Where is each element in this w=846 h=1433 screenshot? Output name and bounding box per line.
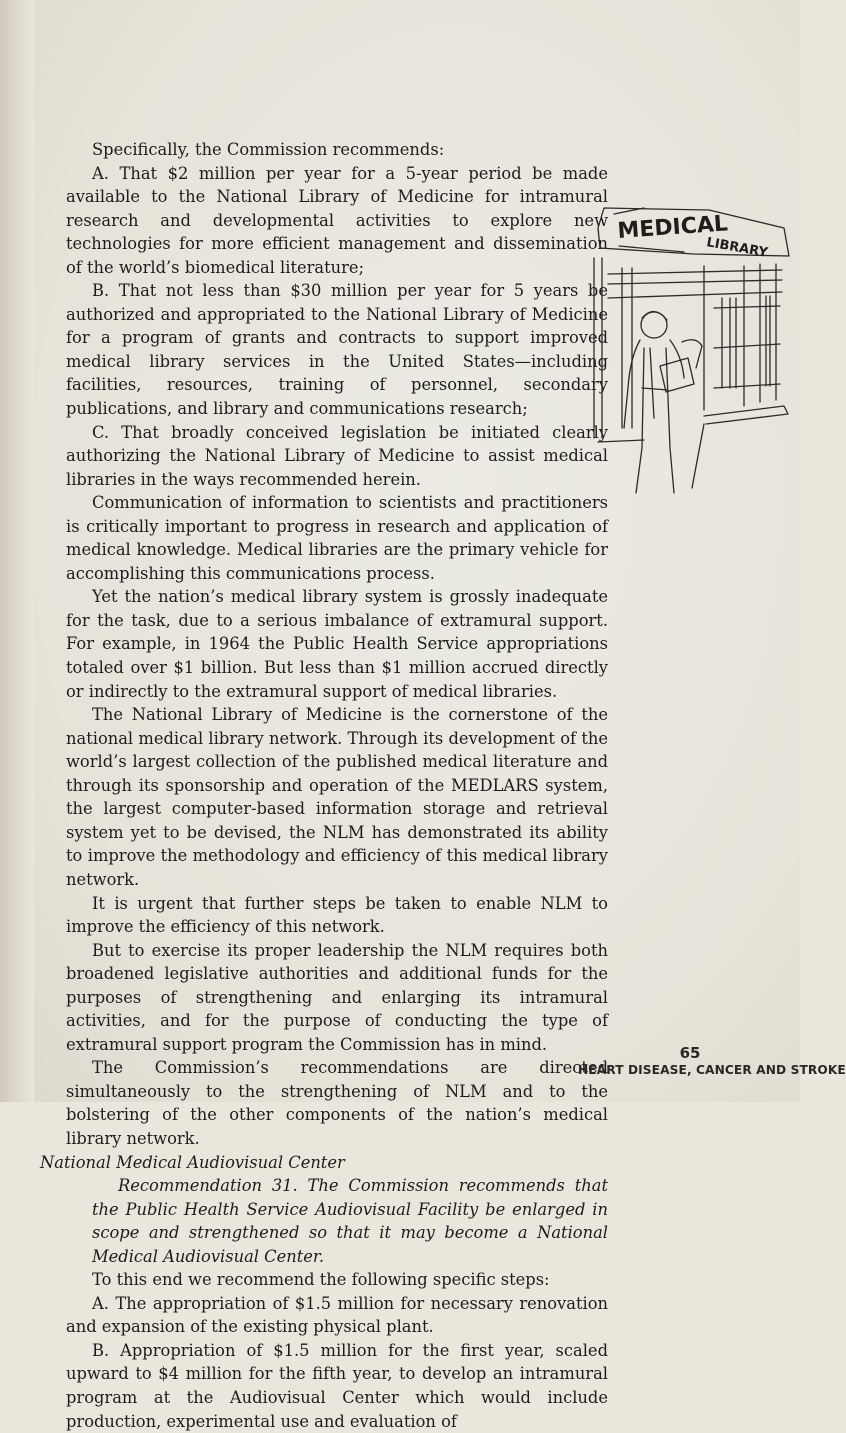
reading-table bbox=[598, 406, 788, 442]
paragraph-specific-steps: To this end we recommend the following specific steps: bbox=[92, 1270, 550, 1290]
section-heading: National Medical Audiovisual Center bbox=[40, 1152, 345, 1172]
paragraph-lead: Specifically, the Commission recommends: bbox=[92, 140, 445, 159]
paragraph-step-b: B. Appropriation of $1.5 million for the first year, scaled upward to $4 million for the fifth year, to develop an intramural program at the Audiovisual Center which would include production, experimental use and evaluation of bbox=[66, 1340, 608, 1431]
paragraph-commission: The Commission’s recommendations are directed simultaneously to the strengthening of NLM and to the bolstering of the other components of the nation’s medical library network. bbox=[66, 1058, 608, 1148]
table-leg bbox=[692, 424, 704, 488]
page-binding-edge bbox=[0, 0, 34, 1102]
library-sketch-svg bbox=[584, 188, 794, 508]
library-illustration bbox=[584, 188, 794, 508]
sign-text-library: LIBRARY bbox=[705, 235, 769, 261]
paragraph-recommendation-a: A. That $2 million per year for a 5-year period be made available to the National Library of Medicine for intramural research and developmental activities to explore new technologies for more efficient management and dissemination of the world’s biomedical literature; bbox=[66, 163, 608, 277]
figure-coat bbox=[636, 348, 674, 493]
figure-arm bbox=[682, 340, 702, 368]
sign-text-medical: MEDICAL bbox=[616, 211, 729, 244]
paragraph-inadequate: Yet the nation’s medical library system is grossly inadequate for the task, due to a serious imbalance of extramural support. For example, in 1964 the Public Health Service appropriations totaled over $1 billion. But less than $1 million accrued directly or indirectly to the extramural support of medical libraries. bbox=[66, 587, 608, 701]
shelf-post-left bbox=[594, 258, 602, 438]
paragraph-nlm-cornerstone: The National Library of Medicine is the cornerstone of the national medical library network. Through its development of the world’s largest collection of the published medical literature and through its sponsorship and operation of the MEDLARS system, the largest computer-based information storage and retrieval system yet to be devised, the NLM has demonstrated its ability to improve the methodology and efficiency of this medical library network. bbox=[66, 705, 608, 889]
paragraph-communication: Communication of information to scientists and practitioners is critically important to progress in research and application of medical knowledge. Medical libraries are the primary vehicle for accomplishing this communications process. bbox=[66, 493, 608, 583]
paragraph-recommendation-c: C. That broadly conceived legislation be initiated clearly authorizing the National Library of Medicine to assist medical libraries in the ways recommended herein. bbox=[66, 422, 608, 489]
book-spines bbox=[722, 296, 770, 388]
shelf-lines-upper bbox=[608, 270, 782, 298]
paragraph-step-a: A. The appropriation of $1.5 million for necessary renovation and expansion of the existing physical plant. bbox=[66, 1293, 608, 1337]
body-text bbox=[40, 138, 608, 1433]
paragraph-recommendation-b: B. That not less than $30 million per year for 5 years be authorized and appropriated to the National Library of Medicine for a program of grants and contracts to support improved medical library services in the United States—including facilities, resources, training of personnel, secondary publications, and library and communications research; bbox=[66, 281, 608, 419]
paragraph-leadership: But to exercise its proper leadership the NLM requires both broadened legislative authorities and additional funds for the purposes of strengthening and enlarging its intramural activities, and for the purpose of conducting the type of extramural support program the Commission has in mind. bbox=[66, 940, 608, 1054]
figure-book bbox=[660, 358, 694, 392]
running-title: HEART DISEASE, CANCER AND STROKE bbox=[578, 1063, 846, 1077]
page-number: 65 bbox=[679, 1044, 701, 1062]
paragraph-urgent: It is urgent that further steps be taken to enable NLM to improve the efficiency of this network. bbox=[66, 893, 608, 937]
recommendation-31: Recommendation 31. The Commission recommends that the Public Health Service Audiovisual Facility be enlarged in scope and strengthened so that it may become a National Medical Audiovisual Center. bbox=[92, 1176, 608, 1266]
